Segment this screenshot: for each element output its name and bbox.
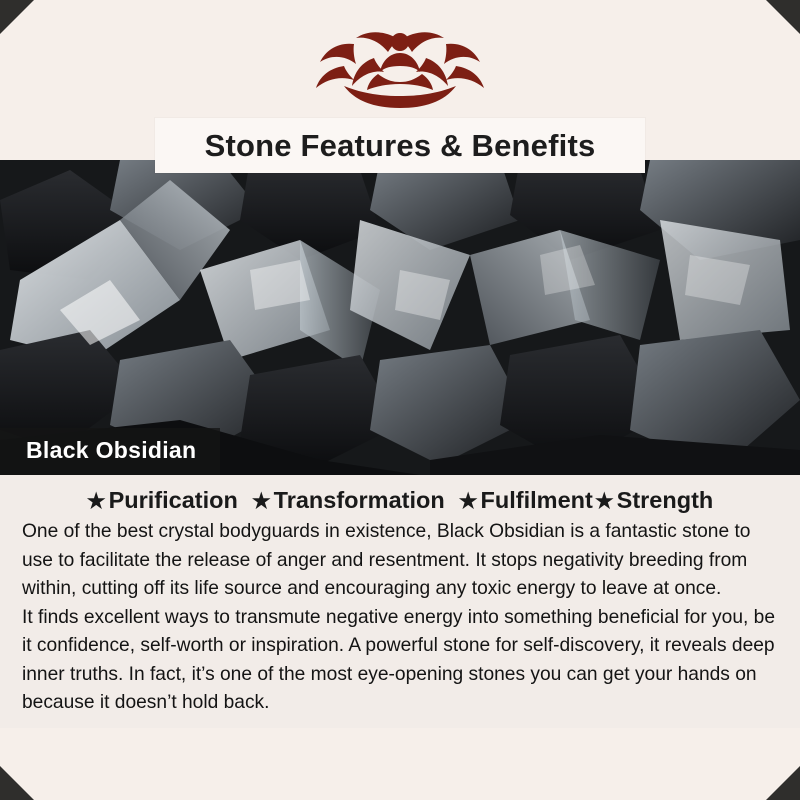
frame-corner-bottom-left [0, 766, 34, 800]
frame-corner-bottom-right [766, 766, 800, 800]
star-icon: ★ [86, 490, 106, 513]
description-block [0, 514, 800, 728]
page-title: Stone Features & Benefits [204, 127, 596, 163]
stone-photo [0, 160, 800, 475]
benefit-label: Purification [108, 487, 238, 513]
star-icon: ★ [594, 490, 614, 513]
benefit-label: Fulfilment [480, 487, 593, 513]
benefits-row [0, 475, 800, 514]
title-band [155, 118, 645, 173]
brand-logo [0, 16, 800, 131]
star-icon: ★ [458, 490, 478, 513]
benefit-label: Transformation [273, 487, 445, 513]
lotus-meditation-icon [314, 16, 486, 113]
benefit-item-transformation [252, 487, 445, 514]
benefit-item-purification [87, 487, 238, 514]
benefit-label: Strength [616, 487, 714, 513]
benefit-item-fulfilment [459, 487, 593, 514]
stone-name-label: Black Obsidian [0, 428, 220, 475]
benefit-item-strength [595, 487, 713, 514]
description-paragraph-2: It finds excellent ways to transmute negative energy into something beneficial for you, be it confidence, self-worth or inspiration. A powerful stone for self-discovery, it reveals deep inner truths. In fact, it’s one of the most eye-opening stones you can get your hands on because it doesn’t hold back. [22, 606, 775, 713]
star-icon: ★ [251, 490, 271, 513]
description-paragraph-1: One of the best crystal bodyguards in existence, Black Obsidian is a fantastic stone to use to facilitate the release of anger and resentment. It stops negativity breeding from within, cutting off its life source and encouraging any toxic energy to leave at once. [22, 521, 751, 599]
